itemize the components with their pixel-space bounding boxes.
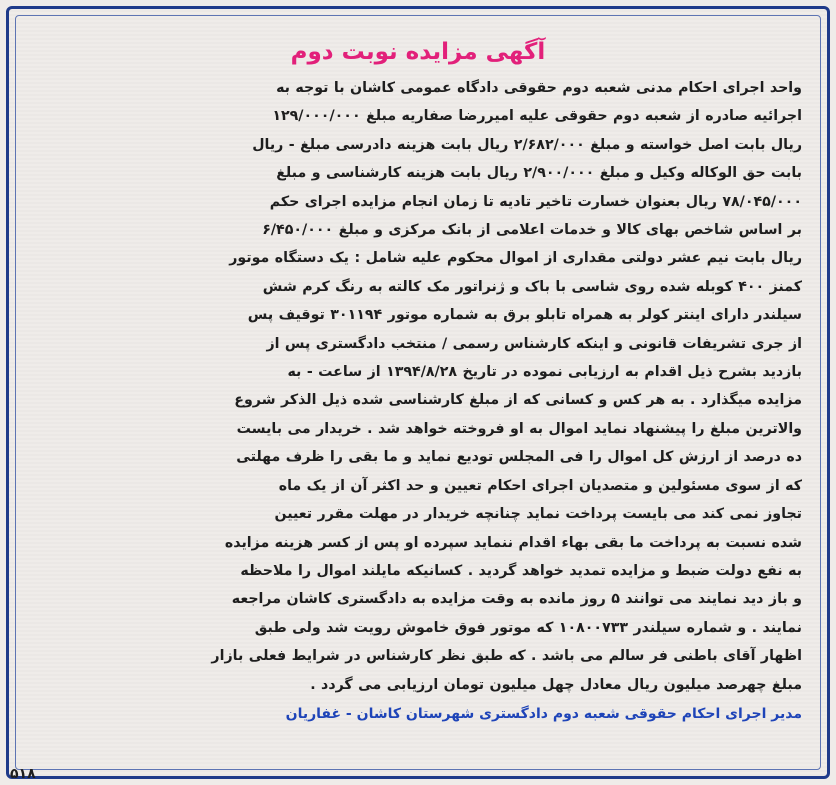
notice-body-line: اجرائیه صادره از شعبه دوم حقوقی علیه امیررضا صفاریه مبلغ ۱۲۹/۰۰۰/۰۰۰ <box>272 108 802 125</box>
signature-line: مدیر اجرای احکام حقوقی شعبه دوم دادگستری شهرستان کاشان - غفاریان <box>285 705 802 722</box>
notice-body-line: اظهار آقای باطنی فر سالم می باشد . که طبق نظر کارشناس در شرایط فعلی بازار <box>211 648 802 665</box>
notice-body-line: مزایده میگذارد . به هر کس و کسانی که از مبلغ کارشناسی شده ذیل الذکر شروع <box>234 392 802 409</box>
notice-body-line: نمایند . و شماره سیلندر ۱۰۸۰۰۷۳۳ که موتور فوق خاموش رویت شد ولی طبق <box>254 619 802 636</box>
notice-body-line: بر اساس شاخص بهای کالا و خدمات اعلامی از بانک مرکزی و مبلغ ۶/۴۵۰/۰۰۰ <box>262 222 802 239</box>
notice-body-line: و باز دید نمایند می توانند ۵ روز مانده به وقت مزایده به دادگستری کاشان مراجعه <box>231 591 802 608</box>
notice-body-line: ده درصد از ارزش کل اموال را فی المجلس تودیع نماید و ما بقی را ظرف مهلتی <box>236 449 802 466</box>
notice-body-line: ریال بابت اصل خواسته و مبلغ ۲/۶۸۲/۰۰۰ ریال بابت هزینه دادرسی مبلغ - ریال <box>252 136 802 153</box>
notice-body-line: والاترین مبلغ را پیشنهاد نماید اموال به او فروخته خواهد شد . خریدار می بایست <box>236 420 802 437</box>
notice-body-line: مبلغ چهرصد میلیون ریال معادل چهل میلیون تومان ارزیابی می گردد . <box>310 676 802 693</box>
notice-body <box>34 74 802 699</box>
notice-body-line: که از سوی مسئولین و متصدیان اجرای احکام تعیین و حد اکثر آن از یک ماه <box>278 477 802 494</box>
notice-body-line: ریال بابت نیم عشر دولتی مقداری از اموال محکوم علیه شامل : یک دستگاه موتور <box>229 250 802 267</box>
notice-title: آگهی مزایده نوبت دوم <box>290 39 546 65</box>
notice-body-line: ۷۸/۰۴۵/۰۰۰ ریال بعنوان خسارت تاخیر تادیه تا زمان انجام مزایده اجرای حکم <box>269 193 802 210</box>
notice-content <box>34 38 802 757</box>
notice-body-line: سیلندر دارای اینتر کولر به همراه تابلو برق به شماره موتور ۳۰۱۱۹۴ توقیف پس <box>247 307 802 324</box>
ad-number: ۵۱۸ <box>10 766 36 782</box>
notice-body-line: بابت حق الوکاله وکیل و مبلغ ۲/۹۰۰/۰۰۰ ریال بابت هزینه کارشناسی و مبلغ <box>276 165 802 182</box>
notice-body-line: به نفع دولت ضبط و مزایده تمدید خواهد گردید . کسانیکه مایلند اموال را ملاحظه <box>240 562 802 579</box>
notice-body-line: بازدید بشرح ذیل اقدام به ارزیابی نموده در تاریخ ۱۳۹۴/۸/۲۸ از ساعت - به <box>287 364 802 381</box>
notice-body-line: کمنز ۴۰۰ کوبله شده روی شاسی با باک و ژنراتور مک کالته به رنگ کرم شش <box>262 278 802 295</box>
notice-body-line: تجاوز نمی کند می بایست پرداخت نماید چنانچه خریدار در مهلت مقرر تعیین <box>274 506 802 523</box>
notice-body-line: از جری تشریفات قانونی و اینکه کارشناس رسمی / منتخب دادگستری پس از <box>266 335 802 352</box>
notice-body-line: واحد اجرای احکام مدنی شعبه دوم حقوقی دادگاه عمومی کاشان با توجه به <box>276 80 802 96</box>
notice-body-line: شده نسبت به پرداخت ما بقی بهاء اقدام ننماید سپرده او پس از کسر هزینه مزایده <box>224 534 802 551</box>
